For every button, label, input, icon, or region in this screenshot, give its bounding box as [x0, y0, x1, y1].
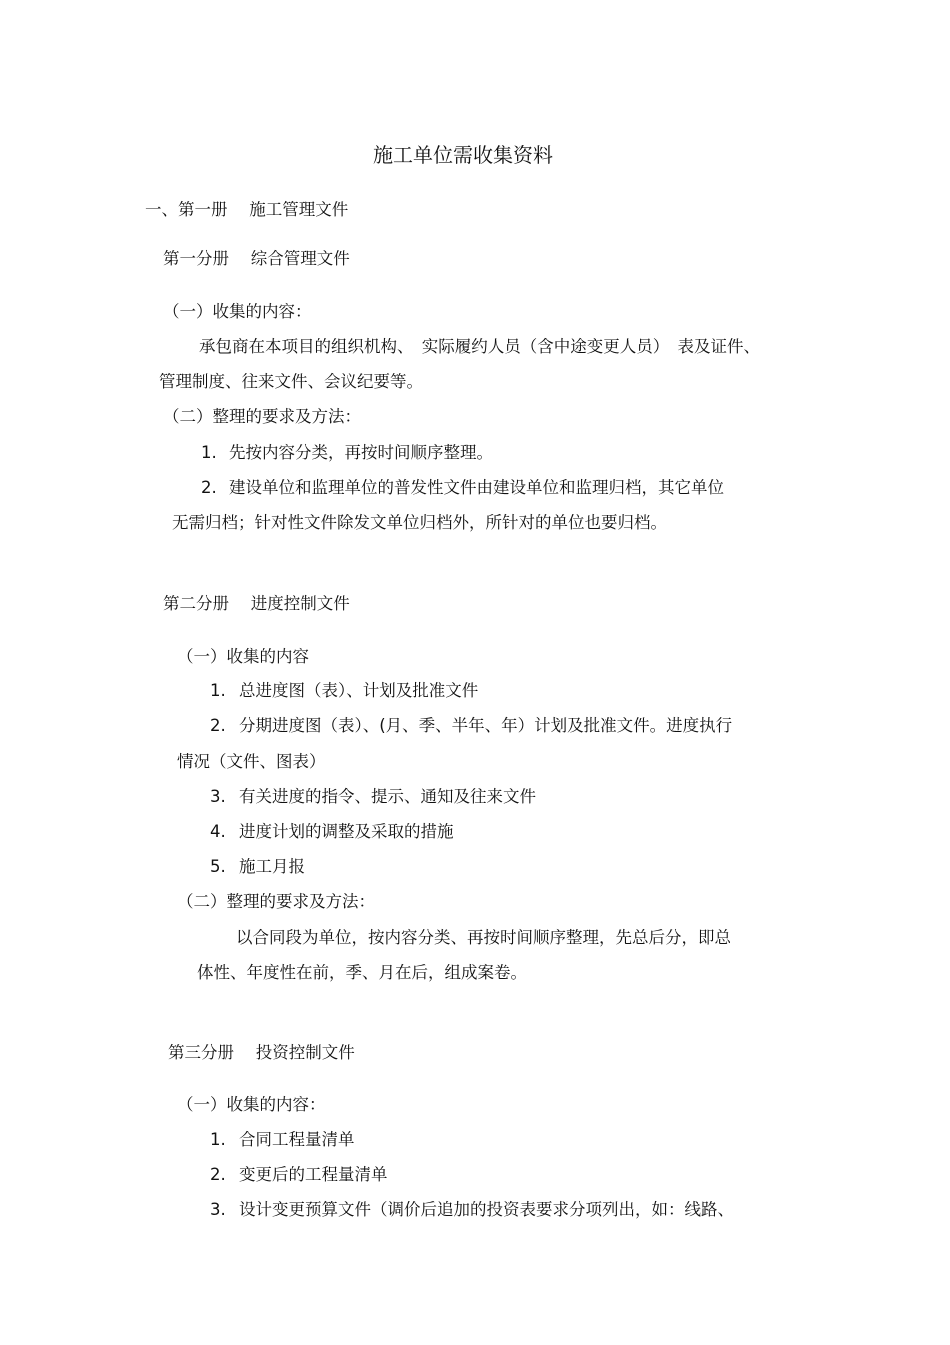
- page-title: 施工单位需收集资料: [373, 143, 553, 167]
- list-item: [210, 1199, 734, 1221]
- subsection-heading: （一）收集的内容: [177, 647, 309, 666]
- list-item: [210, 1129, 355, 1151]
- list-item: [210, 715, 732, 737]
- paragraph-line: 以合同段为单位，按内容分类、再按时间顺序整理，先总后分，即总: [236, 928, 731, 947]
- list-number: 2.: [201, 478, 217, 497]
- list-text: 有关进度的指令、提示、通知及往来文件: [239, 787, 536, 806]
- paragraph-line: 情况（文件、图表）: [177, 752, 326, 771]
- subsection-heading: （一）收集的内容：: [177, 1095, 326, 1114]
- list-number: 4.: [210, 822, 226, 841]
- list-item: [210, 786, 536, 808]
- list-number: 2.: [210, 1165, 226, 1184]
- paragraph-line: 承包商在本项目的组织机构、 实际履约人员（含中途变更人员） 表及证件、: [199, 337, 760, 356]
- list-number: 5.: [210, 857, 226, 876]
- list-text: 设计变更预算文件（调价后追加的投资表要求分项列出，如：线路、: [239, 1200, 734, 1219]
- list-number: 1.: [210, 681, 226, 700]
- list-text: 总进度图（表）、计划及批准文件: [239, 681, 479, 700]
- section-heading: 第三分册 投资控制文件: [168, 1043, 355, 1062]
- subsection-heading: （二）整理的要求及方法：: [177, 892, 375, 911]
- list-text: 进度计划的调整及采取的措施: [239, 822, 454, 841]
- list-item: [210, 856, 305, 878]
- paragraph-line: 无需归档；针对性文件除发文单位归档外，所针对的单位也要归档。: [172, 513, 667, 532]
- list-number: 2.: [210, 716, 226, 735]
- list-text: 合同工程量清单: [239, 1130, 355, 1149]
- subsection-heading: （一）收集的内容：: [163, 302, 312, 321]
- subsection-heading: （二）整理的要求及方法：: [163, 407, 361, 426]
- list-item: [210, 680, 478, 702]
- list-number: 3.: [210, 787, 226, 806]
- list-item: [210, 821, 454, 843]
- section-heading: 第一分册 综合管理文件: [163, 249, 350, 268]
- list-number: 1.: [201, 443, 217, 462]
- list-text: 建设单位和监理单位的普发性文件由建设单位和监理归档，其它单位: [229, 478, 724, 497]
- list-item: [201, 442, 493, 464]
- list-number: 1.: [210, 1130, 226, 1149]
- list-item: [201, 477, 724, 499]
- list-number: 3.: [210, 1200, 226, 1219]
- section-heading: 第二分册 进度控制文件: [163, 594, 350, 613]
- paragraph-line: 管理制度、往来文件、会议纪要等。: [159, 372, 423, 391]
- list-text: 变更后的工程量清单: [239, 1165, 388, 1184]
- paragraph-line: 体性、年度性在前，季、月在后，组成案卷。: [197, 963, 527, 982]
- list-text: 分期进度图（表）、(月、季、半年、年）计划及批准文件。进度执行: [239, 716, 733, 735]
- volume-heading: 一、第一册 施工管理文件: [145, 200, 349, 219]
- list-text: 施工月报: [239, 857, 305, 876]
- list-item: [210, 1164, 388, 1186]
- list-text: 先按内容分类，再按时间顺序整理。: [229, 443, 493, 462]
